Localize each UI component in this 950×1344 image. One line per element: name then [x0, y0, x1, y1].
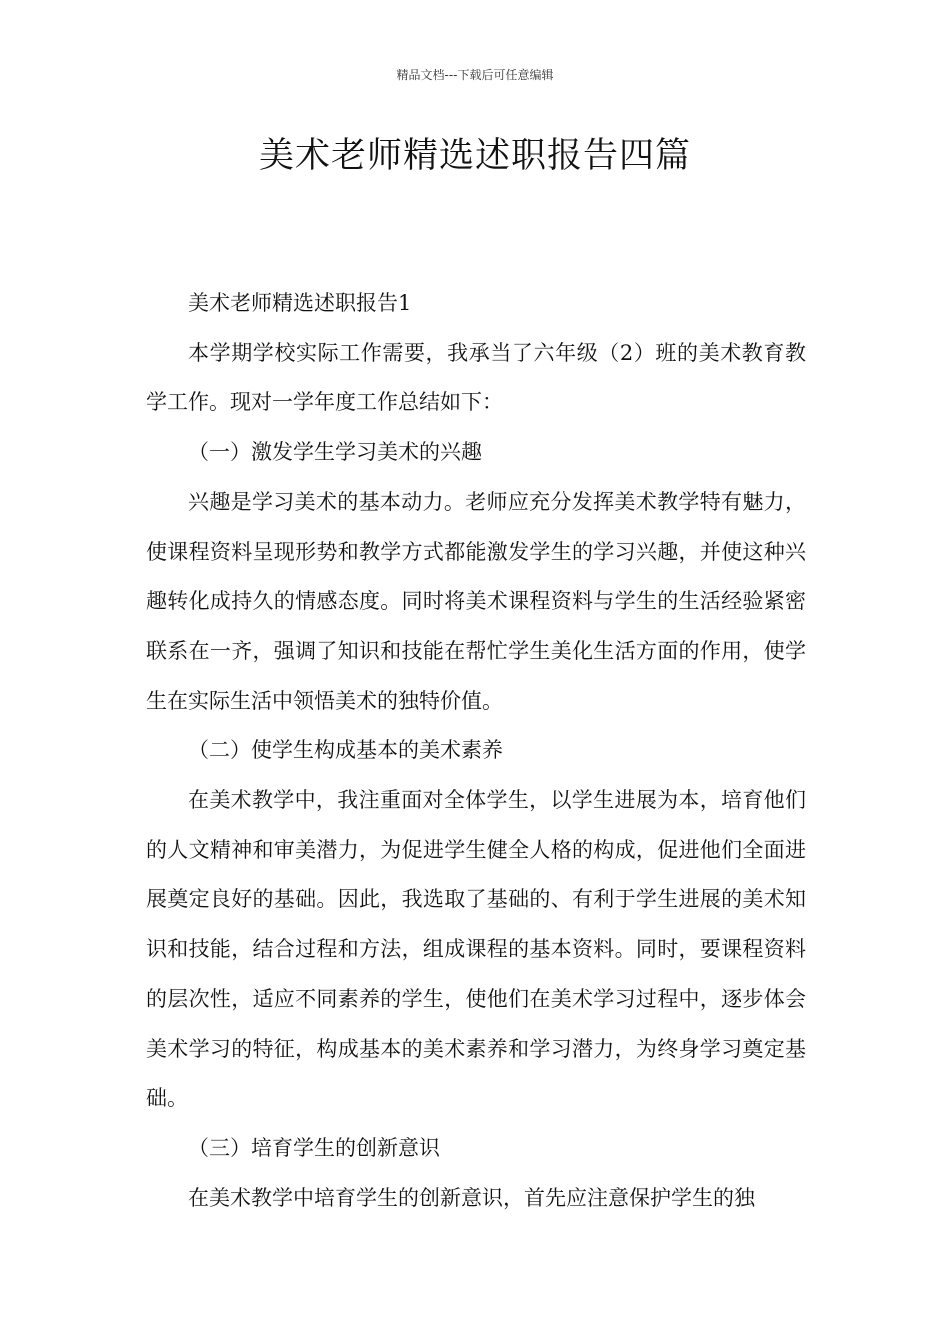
document-title: 美术老师精选述职报告四篇 — [258, 136, 691, 176]
section-heading: （二）使学生构成基本的美术素养 — [188, 738, 503, 763]
paragraph: 兴趣是学习美术的基本动力。老师应充分发挥美术教学特有魅力，使课程资料呈现形势和教学方式都能激发学生的学习兴趣，并使这种兴趣转化成持久的情感态度。同时将美术课程资料与学生的生活经验紧密联系在一齐，强调了知识和技能在帮忙学生美化生活方面的作用，使学生在实际生活中领悟美术的独特价值。 — [146, 489, 806, 713]
paragraph: 本学期学校实际工作需要，我承当了六年级（2）班的美术教育教学工作。现对一学年度工作总结如下： — [146, 340, 806, 415]
section-heading: （一）激发学生学习美术的兴趣 — [188, 440, 482, 465]
paragraph: 在美术教学中培育学生的创新意识，首先应注意保护学生的独 — [188, 1185, 755, 1210]
header-note: 精品文档---下载后可任意编辑 — [396, 68, 554, 82]
paragraph: 在美术教学中，我注重面对全体学生，以学生进展为本，培育他们的人文精神和审美潜力，为促进学生健全人格的构成，促进他们全面进展奠定良好的基础。因此，我选取了基础的、有利于学生进展的美术知识和技能，结合过程和方法，组成课程的基本资料。同时，要课程资料的层次性，适应不同素养的学生，使他们在美术学习过程中，逐步体会美术学习的特征，构成基本的美术素养和学习潜力，为终身学习奠定基础。 — [146, 788, 806, 1111]
section-heading: （三）培育学生的创新意识 — [188, 1135, 440, 1160]
document-body — [146, 279, 806, 1223]
section-heading: 美术老师精选述职报告1 — [188, 291, 412, 315]
